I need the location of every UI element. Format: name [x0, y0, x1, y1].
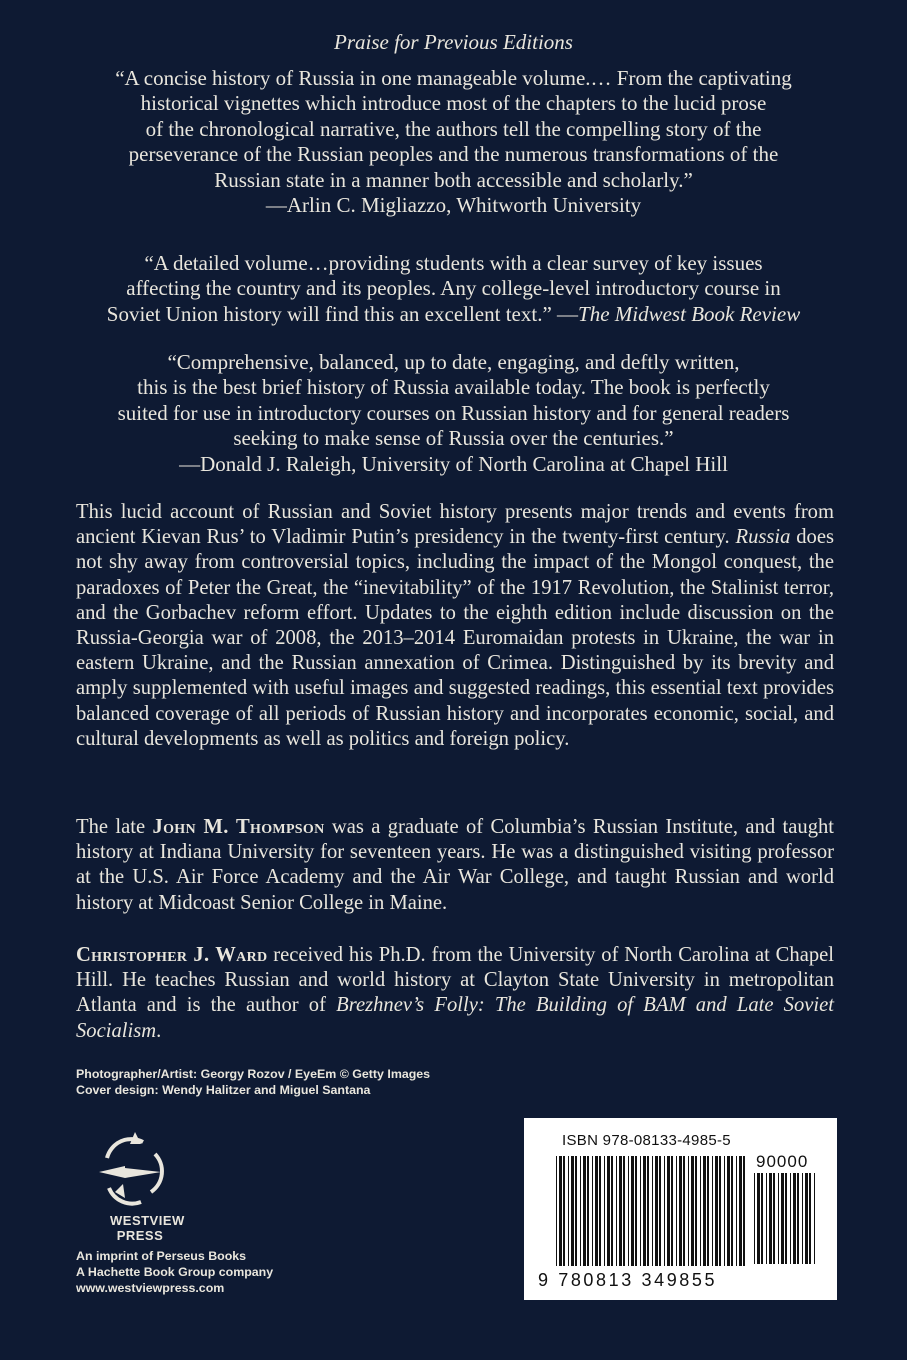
publisher-name-line: PRESS — [116, 1228, 164, 1243]
barcode-bar — [739, 1156, 742, 1266]
barcode-bar — [793, 1173, 796, 1264]
barcode-bar — [575, 1156, 577, 1266]
barcode-bar — [607, 1156, 610, 1266]
barcode-bar — [805, 1173, 808, 1264]
quote-line: Soviet Union history will find this an excellent text.” — — [106, 301, 579, 326]
barcode-bar — [683, 1156, 685, 1266]
book-title: Russia — [735, 526, 791, 549]
barcode-box — [524, 1118, 837, 1300]
description-text: This lucid account of Russian and Soviet history presents major trends and events from ancient Kievan Rus’ to Vladimir Putin’s presidency in the twenty-first century. — [76, 501, 834, 549]
barcode-bar — [592, 1156, 593, 1266]
barcode-bar — [712, 1156, 713, 1266]
praise-quote-1 — [60, 66, 847, 218]
barcode-bar — [667, 1156, 670, 1266]
barcode-bar — [724, 1156, 725, 1266]
barcode-bar — [754, 1173, 755, 1264]
bio-prefix: The late — [76, 816, 146, 838]
barcode-bar — [769, 1173, 772, 1264]
barcode-bar — [671, 1156, 673, 1266]
barcode-bars — [556, 1156, 748, 1266]
barcode-bar — [743, 1156, 745, 1266]
barcode-bar — [814, 1173, 815, 1264]
quote-line: this is the best brief history of Russia available today. The book is perfectly — [137, 375, 770, 400]
publisher-name — [110, 1213, 185, 1243]
barcode-bar — [773, 1173, 775, 1264]
barcode-bar — [652, 1156, 653, 1266]
compass-icon — [95, 1130, 169, 1212]
book-description — [76, 500, 834, 752]
book-title: Brezhnev’s Folly: The Building of BAM and Late Soviet Socialism — [76, 994, 834, 1042]
publisher-name-line: WESTVIEW — [110, 1213, 185, 1228]
barcode-bar — [802, 1173, 803, 1264]
barcode-bar — [664, 1156, 665, 1266]
quote-line: affecting the country and its peoples. Any college-level introductory course in — [126, 276, 781, 301]
author-bio-ward — [76, 943, 834, 1044]
quote-line: historical vignettes which introduce most of the chapters to the lucid prose — [140, 91, 767, 116]
bio-end: . — [156, 1019, 162, 1042]
barcode-bar — [809, 1173, 811, 1264]
praise-quote-3 — [60, 350, 847, 477]
barcode-bar — [688, 1156, 689, 1266]
photo-credit: Photographer/Artist: Georgy Rozov / EyeEm © Getty Images — [76, 1067, 431, 1081]
barcode-bar — [628, 1156, 629, 1266]
barcode-bar — [797, 1173, 799, 1264]
barcode-bar — [719, 1156, 721, 1266]
barcode-addon-bars — [754, 1173, 818, 1264]
barcode-bar — [643, 1156, 646, 1266]
quote-line: “A detailed volume…providing students with a clear survey of key issues — [144, 251, 763, 275]
barcode-bar — [785, 1173, 787, 1264]
praise-quote-2 — [60, 251, 847, 327]
quote-line: of the chronological narrative, the authors tell the compelling story of the — [145, 116, 762, 141]
barcode-bar — [616, 1156, 617, 1266]
barcode-addon-digits: 90000 — [756, 1152, 809, 1171]
barcode-bar — [679, 1156, 682, 1266]
barcode-bar — [559, 1156, 562, 1266]
barcode-bar — [568, 1156, 569, 1266]
barcode-bar — [580, 1156, 581, 1266]
bio-text: was a graduate of Columbia’s Russian Institute, and taught history at Indiana University for seventeen years. He was a distinguished visiting professor at the U.S. Air Force Academy and the Air War College, and taught Russian and world history at Midcoast Senior College in Maine. — [76, 816, 835, 914]
barcode-bar — [691, 1156, 694, 1266]
isbn-label: ISBN 978-08133-4985-5 — [562, 1132, 731, 1149]
barcode-bar — [583, 1156, 586, 1266]
imprint-line: A Hachette Book Group company — [76, 1265, 274, 1279]
barcode-bar — [695, 1156, 697, 1266]
quote-line: Russian state in a manner both accessible and scholarly.” — [214, 167, 693, 192]
barcode-bar — [640, 1156, 641, 1266]
barcode-bar — [595, 1156, 598, 1266]
barcode-bar — [727, 1156, 730, 1266]
quote-line: suited for use in introductory courses on Russian history and for general readers — [117, 400, 790, 425]
imprint-line: An imprint of Perseus Books — [76, 1249, 247, 1263]
design-credit: Cover design: Wendy Halitzer and Miguel Santana — [76, 1083, 371, 1097]
barcode-bar — [757, 1173, 760, 1264]
quote-line: “Comprehensive, balanced, up to date, engaging, and deftly written, — [167, 350, 740, 374]
author-name: John M. Thompson — [152, 816, 325, 838]
barcode-bar — [731, 1156, 733, 1266]
quote-line: “A concise history of Russia in one manageable volume.… From the captivating — [115, 66, 792, 90]
bio-text: received his Ph.D. from the University of North Carolina at Chapel Hill. He teaches Russian and world history at Clayton State University in metropolitan Atlanta and is the author of — [76, 944, 835, 1017]
barcode-bar — [659, 1156, 661, 1266]
barcode-bar — [647, 1156, 649, 1266]
barcode-bar — [623, 1156, 625, 1266]
barcode-bar — [703, 1156, 706, 1266]
quote-line: seeking to make sense of Russia over the centuries.” — [233, 426, 674, 451]
barcode-bar — [611, 1156, 613, 1266]
barcode-bar — [700, 1156, 701, 1266]
barcode-bar — [571, 1156, 574, 1266]
barcode-bar — [778, 1173, 779, 1264]
author-name: Christopher J. Ward — [76, 944, 268, 966]
barcode-bar — [631, 1156, 634, 1266]
barcode-digits: 9 780813 349855 — [538, 1270, 718, 1290]
description-text: does not shy away from controversial topics, including the impact of the Mongol conquest, the paradoxes of Peter the Great, the “inevitability” of the 1917 Revolution, the Stalinist terror, and the Gorbachev reform effort. Updates to the eighth edition include discussion on the Russia-Georgia war of 2008, the 2013–2014 Euromaidan protests in Ukraine, the war in eastern Ukraine, and the Russian annexation of Crimea. Distinguished by its brevity and amply supplemented with useful images and suggested readings, this essential text provides balanced coverage of all periods of Russian history and incorporates economic, social, and cultural developments as well as politics and foreign policy. — [76, 526, 834, 750]
publisher-imprint — [76, 1248, 273, 1296]
barcode-bar — [556, 1156, 557, 1266]
barcode-bar — [604, 1156, 605, 1266]
barcode-bar — [736, 1156, 737, 1266]
publisher-website: www.westviewpress.com — [76, 1281, 225, 1295]
barcode-bar — [781, 1173, 784, 1264]
quote-attribution: —Donald J. Raleigh, University of North Carolina at Chapel Hill — [179, 451, 728, 476]
quote-attribution: —Arlin C. Migliazzo, Whitworth University — [265, 193, 642, 218]
quote-line: perseverance of the Russian peoples and the numerous transformations of the — [128, 142, 779, 167]
praise-heading: Praise for Previous Editions — [334, 30, 573, 54]
barcode-bar — [619, 1156, 622, 1266]
cover-credits — [76, 1066, 430, 1098]
author-bio-thompson — [76, 815, 834, 916]
barcode-bar — [676, 1156, 677, 1266]
barcode-bar — [635, 1156, 637, 1266]
barcode-bar — [655, 1156, 658, 1266]
barcode-bar — [761, 1173, 763, 1264]
quote-source: The Midwest Book Review — [578, 301, 801, 326]
barcode-bar — [790, 1173, 791, 1264]
barcode-bar — [766, 1173, 767, 1264]
barcode-bar — [707, 1156, 709, 1266]
barcode-bar — [563, 1156, 565, 1266]
barcode-bar — [599, 1156, 601, 1266]
barcode-bar — [715, 1156, 718, 1266]
barcode-bar — [587, 1156, 589, 1266]
